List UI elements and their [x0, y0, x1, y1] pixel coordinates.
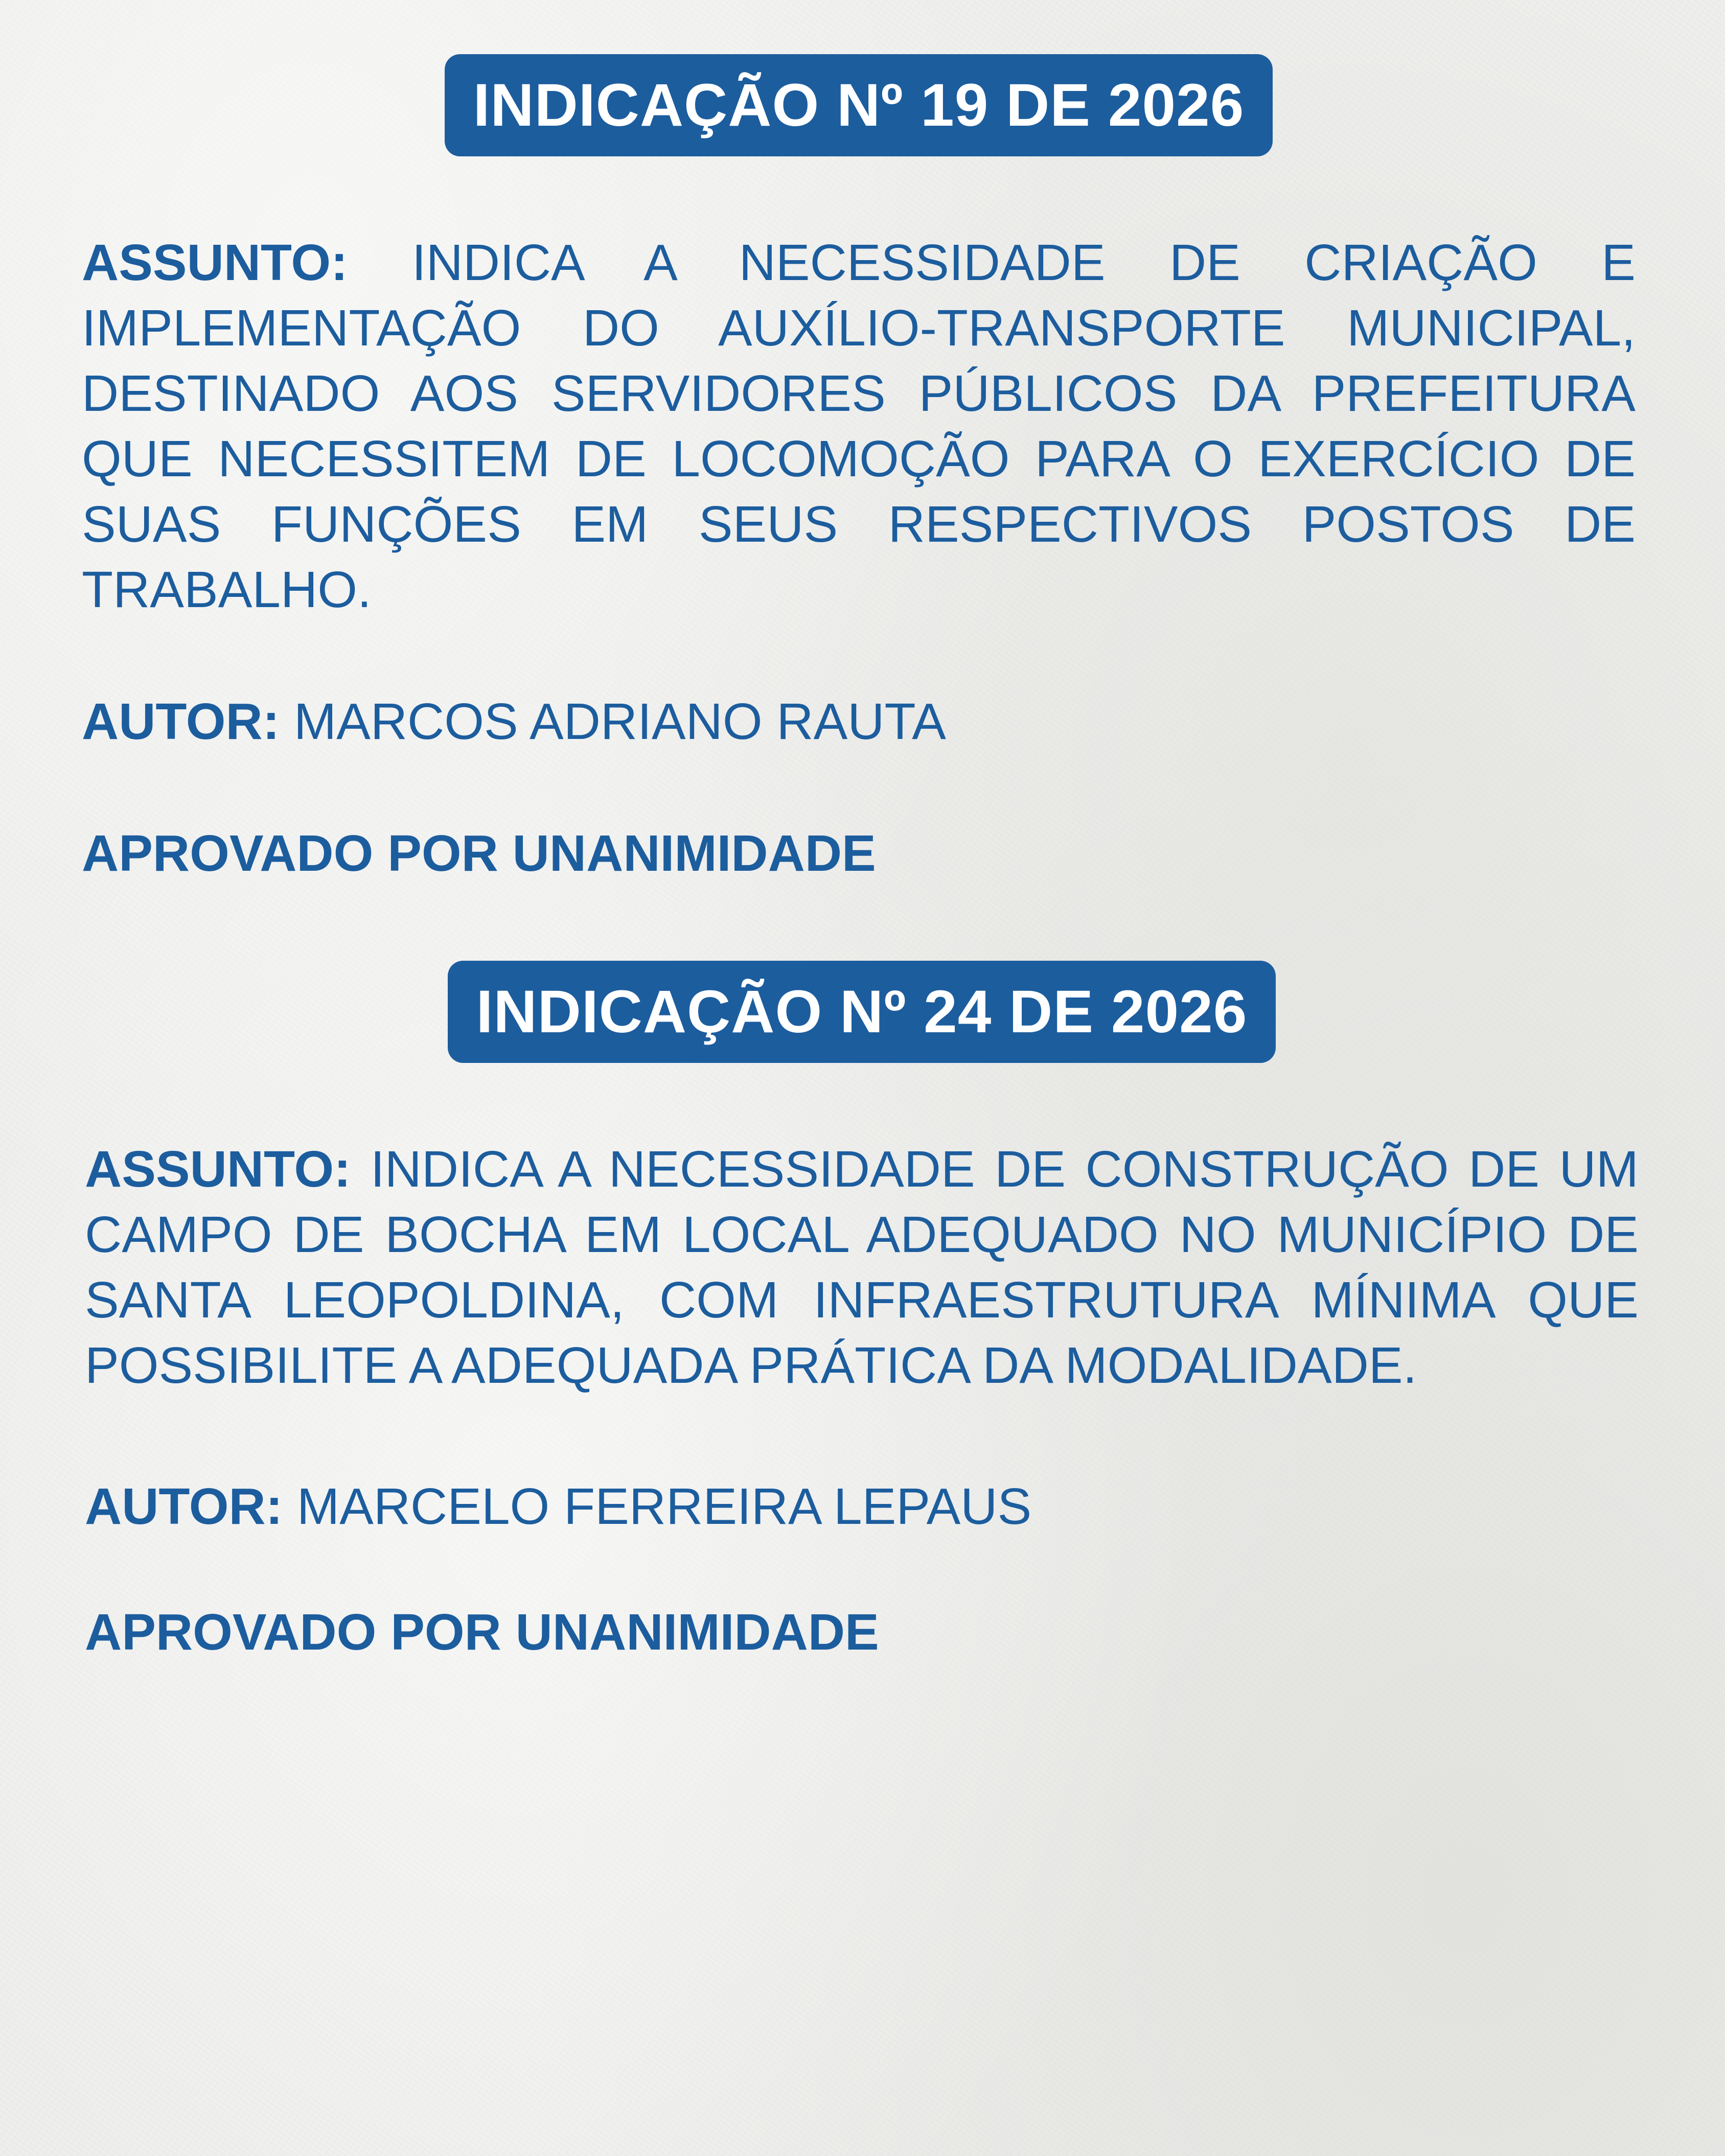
indicacao-2 — [85, 961, 1639, 1748]
indicacao-2-status: APROVADO POR UNANIMIDADE — [85, 1604, 879, 1661]
indicacao-2-subject-text: INDICA A NECESSIDADE DE CONSTRUÇÃO DE UM CAMPO DE BOCHA EM LOCAL ADEQUADO NO MUNICÍPIO DE SANTA LEOPOLDINA, COM INFRAESTRUTURA MÍNIMA QUE POSSIBILITE A ADEQUADA PRÁTICA DA MODALIDADE. — [85, 1141, 1639, 1394]
indicacao-2-header — [85, 961, 1639, 1063]
indicacao-1-subject — [82, 230, 1636, 622]
indicacao-1-subject-label: ASSUNTO: — [82, 234, 348, 291]
indicacao-1-author-name: MARCOS ADRIANO RAUTA — [293, 693, 946, 750]
indicacao-1-header — [82, 54, 1636, 156]
indicacao-2-author-label: AUTOR: — [85, 1478, 283, 1535]
indicacao-1-title: INDICAÇÃO Nº 19 DE 2026 — [445, 54, 1273, 156]
indicacao-1 — [82, 54, 1636, 892]
indicacao-2-subject — [85, 1137, 1639, 1398]
indicacao-2-author-name: MARCELO FERREIRA LEPAUS — [296, 1478, 1032, 1535]
indicacao-1-author-label: AUTOR: — [82, 693, 280, 750]
indicacao-2-title: INDICAÇÃO Nº 24 DE 2026 — [448, 961, 1276, 1063]
indicacao-1-subject-text: INDICA A NECESSIDADE DE CRIAÇÃO E IMPLEMENTAÇÃO DO AUXÍLIO-TRANSPORTE MUNICIPAL, DESTINADO AOS SERVIDORES PÚBLICOS DA PREFEITURA QUE NECESSITEM DE LOCOMOÇÃO PARA O EXERCÍCIO DE SUAS FUNÇÕES EM SEUS RESPECTIVOS POSTOS DE TRABALHO. — [82, 234, 1636, 618]
indicacao-1-author — [82, 689, 1636, 754]
indicacao-2-subject-label: ASSUNTO: — [85, 1141, 351, 1198]
indicacao-2-author — [85, 1474, 1639, 1539]
indicacao-1-status: APROVADO POR UNANIMIDADE — [82, 825, 876, 882]
